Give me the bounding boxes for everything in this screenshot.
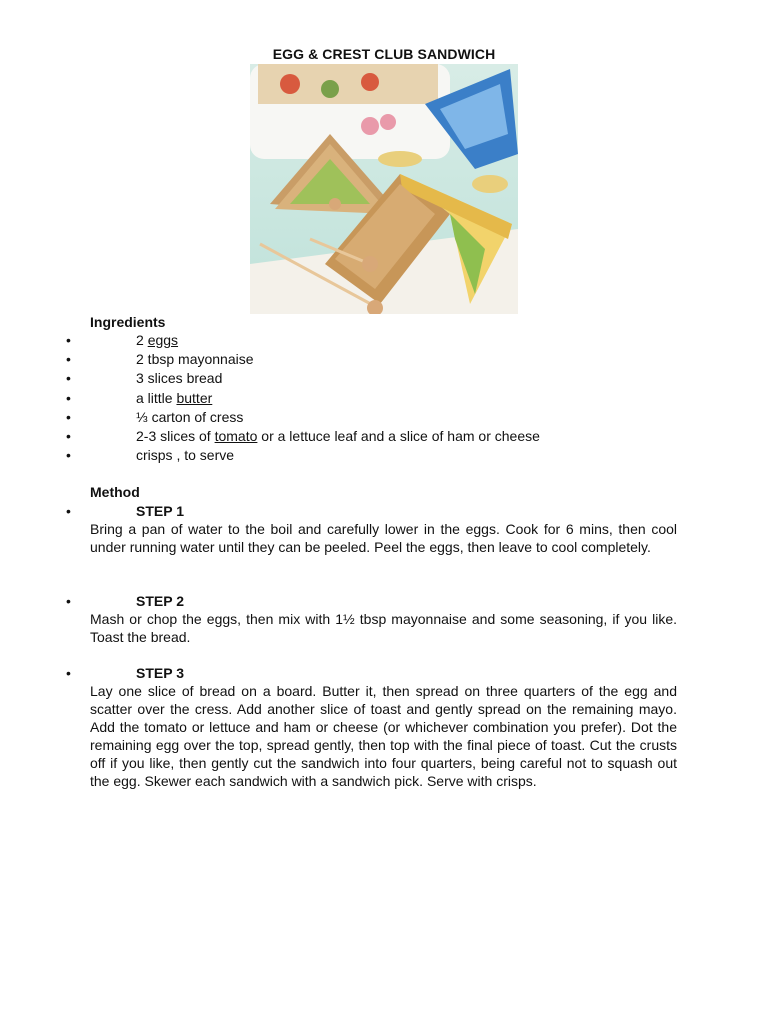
list-item: • crisps , to serve bbox=[0, 446, 768, 465]
bullet: • bbox=[66, 427, 71, 444]
ingredient-link[interactable]: tomato bbox=[214, 427, 258, 444]
list-item: • a little butter bbox=[0, 389, 768, 408]
method-step-2 bbox=[0, 592, 768, 646]
method-step-3 bbox=[0, 664, 768, 790]
step-title: STEP 1 bbox=[136, 503, 184, 519]
bullet: • bbox=[66, 593, 71, 609]
ingredients-heading: Ingredients bbox=[90, 314, 166, 330]
list-item: • 2-3 slices of tomato or a lettuce leaf and a slice of ham or cheese bbox=[0, 427, 768, 446]
bullet: • bbox=[66, 370, 71, 387]
sandwich-photo bbox=[250, 64, 518, 314]
step-text: Bring a pan of water to the boil and carefully lower in the eggs. Cook for 6 mins, then cool under running water until they can be peeled. Peel the eggs, then leave to cool completely. bbox=[90, 521, 677, 555]
step-text: Lay one slice of bread on a board. Butter it, then spread on three quarters of the egg and scatter over the cress. Add another slice of toast and gently spread on the remaining mayo. Add the tomato or lettuce and ham or cheese (or whichever combination you prefer). Dot the remaining egg over the top, spread gently, then top with the final piece of toast. Cut the crusts off if you like, then gently cut the sandwich into four quarters, being careful not to squash out the egg. Skewer each sandwich with a sandwich pick. Serve with crisps. bbox=[90, 683, 677, 789]
bullet: • bbox=[66, 389, 71, 406]
bullet: • bbox=[66, 351, 71, 368]
list-item: • 3 slices bread bbox=[0, 369, 768, 388]
method-step-1 bbox=[0, 502, 768, 556]
ingredient-link[interactable]: eggs bbox=[147, 332, 179, 348]
ingredient-list bbox=[0, 331, 768, 465]
bullet: • bbox=[66, 332, 71, 348]
bullet: • bbox=[66, 503, 71, 519]
recipe-title: EGG & CREST CLUB SANDWICH bbox=[272, 46, 496, 62]
step-title: STEP 2 bbox=[136, 593, 184, 609]
list-item: • 2 eggs bbox=[0, 331, 768, 350]
ingredient-link[interactable]: butter bbox=[176, 389, 213, 406]
bullet: • bbox=[66, 665, 71, 681]
step-text: Mash or chop the eggs, then mix with 1½ tbsp mayonnaise and some seasoning, if you like. Toast the bread. bbox=[90, 611, 677, 645]
step-title: STEP 3 bbox=[136, 665, 184, 681]
list-item: • 2 tbsp mayonnaise bbox=[0, 350, 768, 369]
list-item: • ⅓ carton of cress bbox=[0, 408, 768, 427]
bullet: • bbox=[66, 447, 71, 464]
bullet: • bbox=[66, 408, 71, 425]
method-heading: Method bbox=[90, 484, 140, 500]
